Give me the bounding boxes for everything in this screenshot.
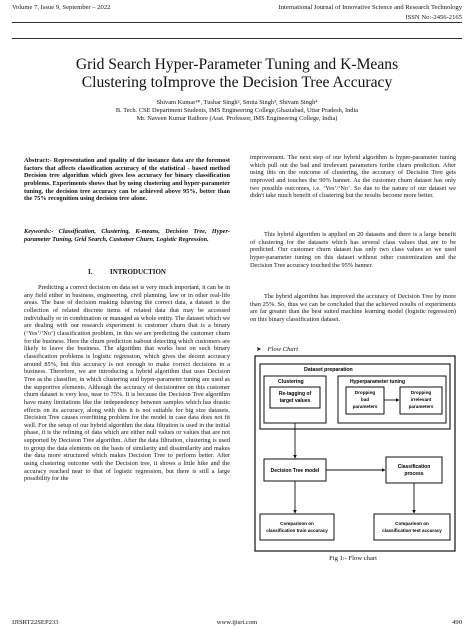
author-affiliation: B. Tech. CSE Department Students, IMS Engineering College,Ghaziabad, Uttar Pradesh, India xyxy=(115,107,359,114)
author-block xyxy=(12,99,462,123)
decision-tree-model-label: Decision Tree model xyxy=(270,468,320,474)
paper-title xyxy=(12,56,462,92)
abstract-text: Abstract:- Representation and quality of the instance data are the foremost factors that affects classification accuracy of the statistical - based method Decision tree algorithm which gives less accuracy for binary classification problems. Experiments shows that by using clustering and hyper-parameter tuning, the decision tree accuracy can be achieved above 95%, better than the 75% recognition using decision tree alone. xyxy=(24,157,230,203)
classification-process-line2: process xyxy=(404,471,424,477)
test-accuracy-comparison-box xyxy=(374,514,450,540)
arrow-bullet-icon: ➤ xyxy=(256,346,262,353)
journal-issn: ISSN No:-2456-2165 xyxy=(405,14,462,21)
paper-title-line1: Grid Search Hyper-Parameter Tuning and K-Means xyxy=(75,56,399,73)
right-paragraph-2 xyxy=(250,231,456,269)
author-advisor: Mr. Naveen Kumar Rathore (Asst. Professor, IMS Engineering College, India) xyxy=(136,115,338,122)
keywords xyxy=(24,228,230,243)
dropping-irrelevant-line2: irrelevant xyxy=(410,397,432,402)
flow-chart-label xyxy=(256,345,298,353)
dropping-bad-line3: parameters xyxy=(352,404,378,409)
dataset-preparation-label: Dataset preparation xyxy=(304,367,353,373)
retagging-label-line2: target values xyxy=(279,398,311,404)
journal-volume: Volume 7, Issue 9, September – 2022 xyxy=(12,4,111,11)
right-paragraph-3-text: The hybrid algorithm has improved the accuracy of Decision Tree by more than 25%. So, thus we can be concluded that the achieved results of experiments are far greater than the best suited machine learning model (logistic regression) on this binary classification dataset. xyxy=(250,293,456,323)
section-heading-introduction: I. INTRODUCTION xyxy=(88,268,166,276)
right-paragraph-1 xyxy=(250,154,456,200)
flow-chart-label-text: Flow Chart xyxy=(267,346,299,353)
journal-website-link[interactable]: www.ijisrt.com xyxy=(216,619,258,626)
clustering-label: Clustering xyxy=(278,379,304,385)
dropping-irrelevant-line3: parameters xyxy=(408,404,434,409)
author-names: Shivam Kumar¹*, Tushar Singh², Smita Singh³, Shivam Singh⁴ xyxy=(156,99,318,106)
header-rule-bottom xyxy=(12,38,462,39)
journal-name: International Journal of Innovative Science and Research Technology xyxy=(278,4,462,11)
train-comparison-line1: Comparison on xyxy=(280,521,314,526)
classification-process-line1: Classification xyxy=(397,464,431,470)
test-comparison-line1: Comparison on xyxy=(395,521,429,526)
right-paragraph-3 xyxy=(250,293,456,324)
right-paragraph-1-text: improvement. The next step of our hybrid algorithm is hyper-parameter tuning which pull out the bad and irrelevant parameters forthe churn prediction. After using this on the outcome of clustering, the accuracy of Decision Tree gets improved and touches the 90% banner. As the customer churn dataset has only two possible outcomes, i.e. ‘Yes’/‘No’. So due to the nature of our dataset we didn't take much benefit of clustering but the results become more better. xyxy=(250,154,456,200)
hyperparameter-tuning-label: Hyperparameter tuning xyxy=(350,379,406,385)
retagging-label-line1: Re-tagging of xyxy=(278,391,312,397)
dropping-bad-line2: bad xyxy=(360,397,370,402)
keywords-text: Keywords:- Classification, Clustering, K-means, Decision Tree, Hyper-parameter Tuning, Grid Search, Customer Churn, Logistic Regression. xyxy=(24,228,230,243)
train-comparison-line2: classification train accuracy xyxy=(266,528,328,533)
right-paragraph-2-text: This hybrid algorithm is applied on 20 datasets and there is a large benefit of clustering for the datasets which has several class values that are to be predicted. Our customer churn dataset has only two class values so we used hyper-parameter tuning on this dataset without other customization and the Decision Tree accuracy touched the 95% banner. xyxy=(250,231,456,269)
dropping-bad-line1: Dropping xyxy=(354,390,376,395)
abstract xyxy=(24,157,230,203)
introduction-paragraph: Predicting a correct decision on data set is very much important, it can be in any field either in business, engineering, civil planning, law or in other real-life areas. The base of decision making ishaving the correct data, a dataset is the collection of related discrete items of related data that may be accessed individually or in combination or managed as whole entity. The dataset which we are dealing with our research experiment is customer churn that is a binary (‘Yes’/‘No’) classification problem, in this we are predicting the customer churn for the business. Here the churn prediction isabout detecting which customers are likely to leave the business. The algorithm that works best on such binary classification problems is logistic regression, which gives the decent accuracy around 85%, but this accuracy is not enough to make correct decisions in a business. Therefore, we are introducing a hybrid algorithm that uses Decision Tree as the classifier, in which clustering and hyper-parameter tuning are used as the supportive elements. Although the accuracy of decisiontree on this customer churn dataset is very less, near to 75%. It is because the Decision Tree algorithm have many limitations like the independency between samples which has drastic effects on its accuracy, along with this it is not suitable for big size datasets. Decision Tree causes overfitting problem for the model in case data does not fit well. For the setup of our hybrid algorithm the data filtration is used in the initial phase, it is the refining of data which are either null values or values that are not supported by Decision Tree algorithm. After the data filtration, clustering is used to group the data elements on the basis of similarity and dissimilarity and makes the data more structured which makes Decision Tree to perform better. After using clustering outcome with the Decision tree, it shows a little hike and the accuracy reached near to that of logistic regression, but there is still a large possibility for the xyxy=(24,284,230,483)
figure-caption: Fig 1:- Flow chart xyxy=(329,555,377,562)
page-number: 490 xyxy=(452,619,462,626)
classification-process-box xyxy=(386,457,442,483)
train-accuracy-comparison-box xyxy=(260,514,334,540)
paper-id: IJISRT22SEP233 xyxy=(12,619,59,626)
paper-title-line2: Clustering toImprove the Decision Tree Accuracy xyxy=(81,74,393,91)
introduction-body xyxy=(24,284,230,483)
header-rule-top xyxy=(12,22,462,23)
flow-chart-figure xyxy=(254,355,456,552)
test-comparison-line2: classification test accuracy xyxy=(382,528,442,533)
dropping-irrelevant-line1: Dropping xyxy=(410,390,432,395)
